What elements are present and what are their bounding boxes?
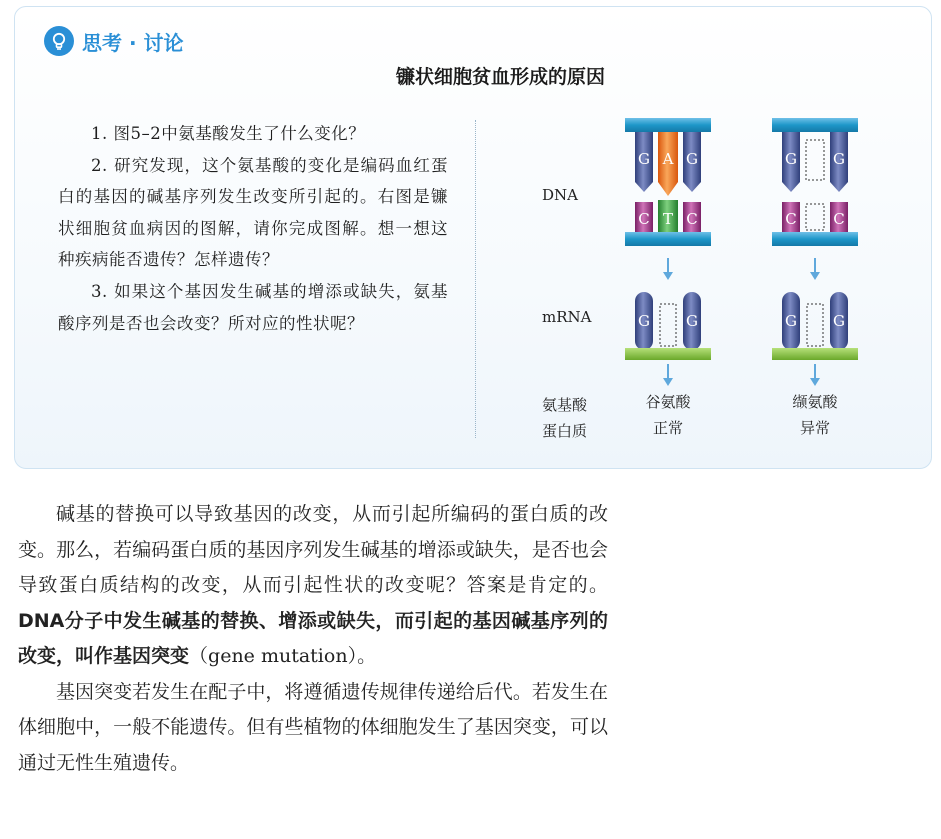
question-list [58,118,448,339]
mutant-dna-bottom-base-3: C [833,210,845,228]
lightbulb-icon [44,26,74,56]
normal-dna-bottom-base-3: C [686,210,698,228]
question-2: 2. 研究发现，这个氨基酸的变化是编码血红蛋白的基因的碱基序列发生改变所引起的。右图是镰状细胞贫血病因的图解，请你完成图解。想一想这种疾病能否遗传？怎样遗传？ [58,155,448,270]
label-mrna: mRNA [542,308,592,326]
normal-mrna-base-1: G [638,312,650,330]
mutant-dna-top-base-1: G [785,150,797,168]
normal-dna-top-base-1: G [638,150,650,168]
normal-amino-acid: 谷氨酸 [645,393,691,411]
mutant-mrna-base-3: G [833,312,845,330]
mutant-dna-top-base-3: G [833,150,845,168]
mutant-arrow-1 [810,258,820,280]
term-english: （gene mutation）。 [189,645,377,667]
mutant-amino-acid: 缬氨酸 [792,393,838,411]
mutation-definition: DNA分子中发生碱基的替换、增添或缺失，而引起的基因碱基序列的改变，叫作 [18,609,608,667]
dotted-divider [475,120,476,438]
normal-mrna-base-3: G [686,312,698,330]
label-amino-acid: 氨基酸 [542,396,588,414]
question-3: 3. 如果这个基因发生碱基的增添或缺失，氨基酸序列是否也会改变？所对应的性状呢？ [58,281,448,333]
question-1: 1. 图5–2中氨基酸发生了什么变化？ [91,124,366,143]
mutant-dna-bottom-base-1: C [785,210,797,228]
label-protein: 蛋白质 [542,422,588,440]
normal-arrow-2 [663,364,673,386]
normal-dna-bottom-base-1: C [638,210,650,228]
discussion-title: 镰状细胞贫血形成的原因 [395,66,605,88]
paragraph-1-text: 碱基的替换可以导致基因的改变，从而引起所编码的蛋白质的改变。那么，若编码蛋白质的基因序列发生碱基的增添或缺失，是否也会导致蛋白质结构的改变，从而引起性状的改变呢？答案是肯定的。 [18,503,608,596]
label-dna: DNA [542,186,578,204]
mutation-diagram [490,100,910,460]
normal-dna-top-base-3: G [686,150,698,168]
mutant-arrow-2 [810,364,820,386]
paragraph-1 [18,497,608,675]
normal-arrow-1 [663,258,673,280]
mutant-mrna-base-1: G [785,312,797,330]
normal-dna-top-base-2: A [662,150,674,168]
normal-dna-bottom-base-2: T [662,210,674,228]
diagram-svg [490,100,910,460]
discussion-header [44,26,184,56]
term-gene-mutation: 基因突变 [113,645,190,667]
mutant-protein: 异常 [799,419,831,437]
section-label: 思考 · 讨论 [82,30,184,55]
normal-protein: 正常 [652,419,684,437]
paragraph-2: 基因突变若发生在配子中，将遵循遗传规律传递给后代。若发生在体细胞中，一般不能遗传。但有些植物的体细胞发生了基因突变，可以通过无性生殖遗传。 [18,680,608,774]
main-text [18,497,608,781]
